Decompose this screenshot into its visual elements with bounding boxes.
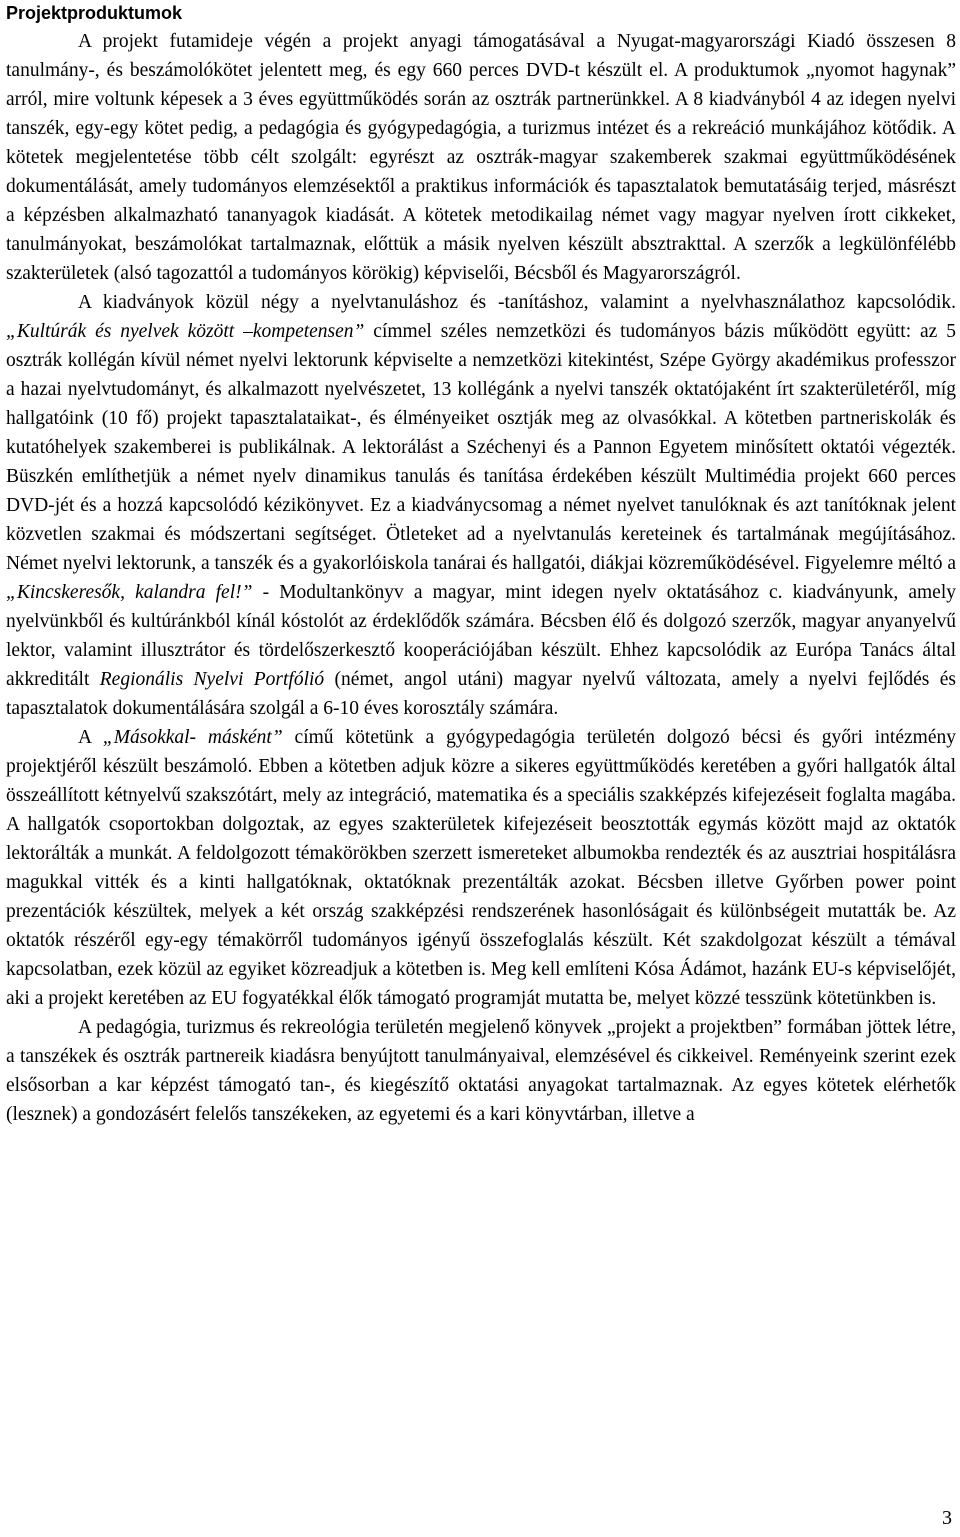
body-text: A projekt futamideje végén a projekt anyagi támogatásával a Nyugat-magyarországi Kiadó összesen 8 tanulmány-, és beszámolókötet jelentett meg, és egy 660 perces DVD-t készült el. A produktumok „nyomot hagynak” arról, mire voltunk képesek a 3 éves együttműködés során az osztrák partnerünkkel. A 8 kiadványból 4 az idegen nyelvi tanszék, egy-egy kötet pedig, a pedagógia és gyógypedagógia, a turizmus intézet és a rekreáció munkájához kötődik. A kötetek megjelentetése több célt szolgált: egyrészt az osztrák-magyar szakemberek szakmai együttműködésének dokumentálását, amely tudományos elemzésektől a praktikus információk és tapasztalatok bemutatásáig terjed, másrészt a képzésben alkalmazható tananyagok kiadását. A kötetek metodikailag német vagy magyar nyelven írott cikkeket, tanulmányokat, beszámolókat tartalmaznak, előttük a másik nyelven készült absztrakttal. A szerzők a legkülönfélébb szakterületek (alsó tagozattól a tudományos körökig) képviselői, Bécsből és Magyarországról. xyxy=(6,31,956,284)
document-page xyxy=(6,0,956,1129)
body-text: A pedagógia, turizmus és rekreológia területén megjelenő könyvek „projekt a projektben” formában jöttek létre, a tanszékek és osztrák partnereik kiadásra benyújtott tanulmányaival, elemzésével és cikkeivel. Reményeink szerint ezek elsősorban a kar képzést támogató tan-, és kiegészítő oktatási anyagokat tartalmaznak. Az egyes kötetek elérhetők (lesznek) a gondozásért felelős tanszékeken, az egyetemi és a kari könyvtárban, illetve a xyxy=(6,1017,956,1125)
body-text: címmel széles nemzetközi és tudományos bázis működött együtt: az 5 osztrák kollégán kívül német nyelvi lektorunk képviselte a nemzetközi kitekintést, Szépe György akadémikus professzor a hazai nyelvtudományt, és alkalmazott nyelvészetet, 13 kollégánk a nyelvi tanszék oktatójaként írt szakterületéről, míg hallgatóink (10 fő) projekt tapasztalataikat-, és élményeiket osztják meg az olvasókkal. A kötetben partneriskolák és kutatóhelyek szakemberei is publikálnak. A lektorálást a Széchenyi és a Pannon Egyetem minősített oktatói végezték. Büszkén említhetjük a német nyelv dinamikus tanulás és tanítása érdekében készült Multimédia projekt 660 perces DVD-jét és a hozzá kapcsolódó kézikönyvet. Ez a kiadványcsomag a német nyelvet tanulóknak és azt tanítóknak jelent közvetlen szakmai és módszertani segítséget. Ötleteket ad a nyelvtanulás kereteinek és tartalmának megújításához. Német nyelvi lektorunk, a tanszék és a gyakorlóiskola tanárai és hallgatói, diákjai közreműködésével. Figyelemre méltó a xyxy=(6,321,957,574)
italic-title-text: Regionális Nyelvi Portfólió xyxy=(99,669,325,690)
paragraph xyxy=(6,288,956,723)
italic-title-text: „Másokkal- másként” xyxy=(102,727,283,748)
italic-title-text: „Kincskeresők, kalandra fel!” xyxy=(6,582,253,603)
paragraph xyxy=(6,723,956,1013)
body-text: (német, angol utáni) magyar nyelvű változata, amely a nyelvi fejlődés és tapasztalatok dokumentálására szolgál a 6-10 éves korosztály számára. xyxy=(6,669,956,719)
body-text: - Modultankönyv a magyar, mint idegen nyelv oktatásához c. kiadványunk, amely nyelvünkből és kultúránkból kínál kóstolót az érdeklődők számára. Bécsben élő és dolgozó szerzők, magyar anyanyelvű lektor, valamint illusztrátor és tördelőszerkesztő kooperációjában készült. Ehhez kapcsolódik az Európa Tanács által akkreditált xyxy=(6,582,956,690)
paragraph xyxy=(6,1013,956,1129)
paragraph xyxy=(6,27,956,288)
section-title: Projektproduktumok xyxy=(6,3,183,23)
body-text: A xyxy=(78,727,103,748)
body-text: A kiadványok közül négy a nyelvtanuláshoz és -tanításhoz, valamint a nyelvhasználathoz kapcsolódik. xyxy=(78,292,956,313)
page-number: 3 xyxy=(942,1507,952,1529)
body-text: című kötetünk a gyógypedagógia területén dolgozó bécsi és győri intézmény projektjéről készült beszámoló. Ebben a kötetben adjuk közre a sikeres együttműködés keretében a győri hallgatók által összeállított kétnyelvű szakszótárt, mely az integráció, matematika és a speciális szakképzés kifejezéseit foglalta magába. A hallgatók csoportokban dolgoztak, az egyes szakterületek kifejezéseit beosztották egymás között majd az oktatók lektorálták a munkát. A feldolgozott témakörökben szerzett ismereteket albumokba rendezték és az ausztriai hospitálásra magukkal vitték és a kinti hallgatóknak, oktatóknak prezentálták azokat. Bécsben illetve Győrben power point prezentációk készültek, melyek a két ország szakképzési rendszerének hasonlóságait és különbségeit mutatták be. Az oktatók részéről egy-egy témakörről tudományos igényű összefoglalás készült. Két szakdolgozat készült a témával kapcsolatban, ezek közül az egyiket közreadjuk a kötetben is. Meg kell említeni Kósa Ádámot, hazánk EU-s képviselőjét, aki a projekt keretében az EU fogyatékkal élők támogató programját mutatta be, melyet közzé tesszünk kötetünkben is. xyxy=(6,727,956,1009)
italic-title-text: „Kultúrák és nyelvek között –kompetensen” xyxy=(6,321,365,342)
